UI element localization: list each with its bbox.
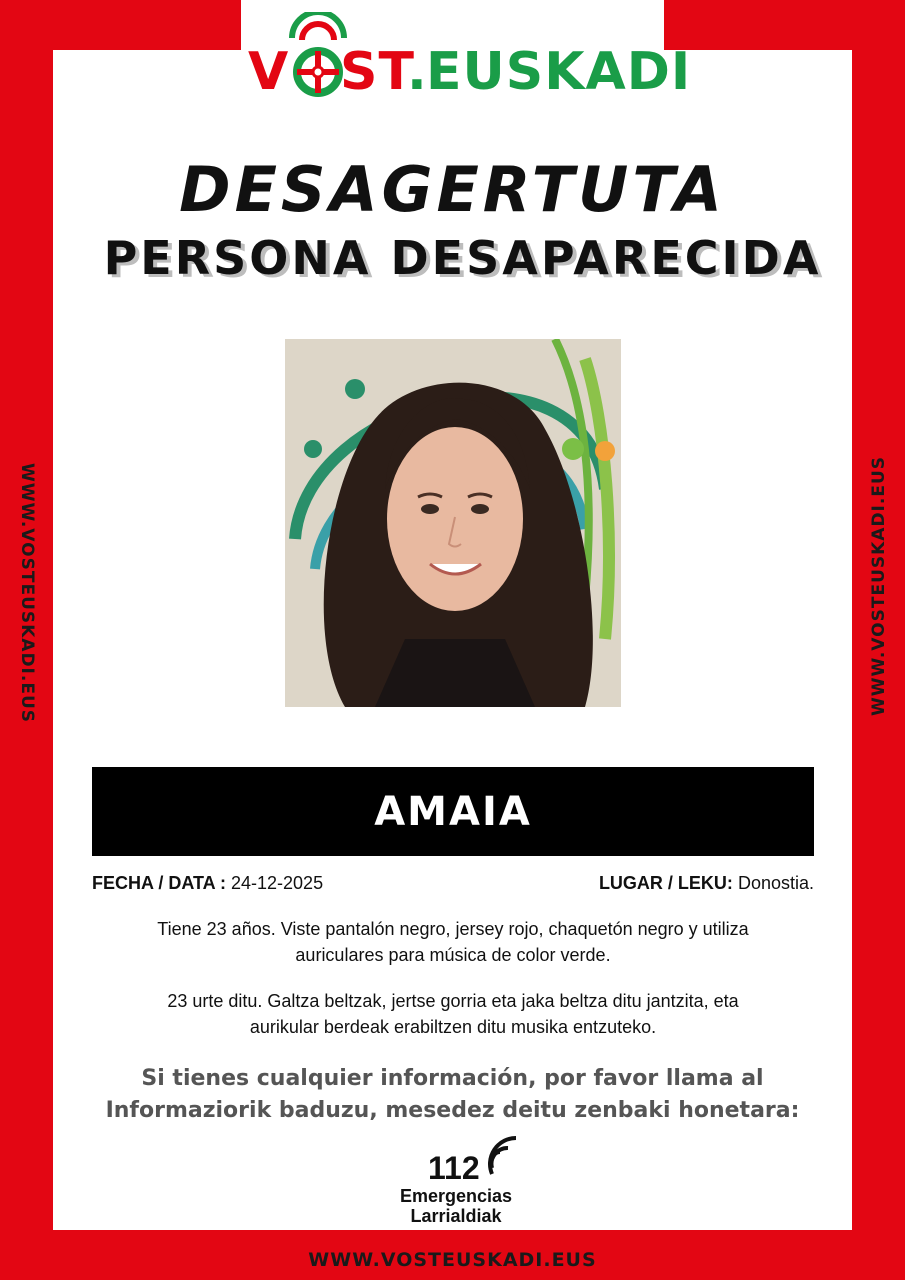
description-spanish-line1: Tiene 23 años. Viste pantalón negro, jersey rojo, chaquetón negro y utiliza <box>157 919 749 939</box>
side-url-right[interactable]: WWW.VOSTEUSKADI.EUS <box>869 455 889 717</box>
vost-euskadi-logo <box>248 12 692 102</box>
logo-st: ST <box>340 42 408 102</box>
place-info <box>599 871 814 895</box>
footer-url[interactable]: WWW.VOSTEUSKADI.EUS <box>308 1249 597 1271</box>
logo-letters-st <box>340 42 428 102</box>
contact-spanish: Si tienes cualquier información, por favor llama al <box>141 1066 764 1091</box>
person-photo <box>285 339 621 707</box>
description-basque <box>92 988 814 1040</box>
place-label: LUGAR / LEKU: <box>598 873 733 893</box>
description-spanish-line2: auriculares para música de color verde. <box>295 945 611 965</box>
description-spanish <box>92 916 814 968</box>
title-spanish: PERSONA DESAPARECIDA <box>103 231 822 285</box>
place-value: Donostia. <box>737 873 814 893</box>
signal-waves-icon <box>488 1130 524 1176</box>
name-bar <box>92 767 814 856</box>
photo-illustration <box>285 339 621 707</box>
contact-basque: Informaziorik baduzu, mesedez deitu zenbaki honetara: <box>105 1098 800 1123</box>
description-basque-line2: aurikular berdeak erabiltzen ditu musika entzuteko. <box>249 1017 657 1037</box>
emergency-number: 112 <box>428 1150 480 1186</box>
side-url-left[interactable]: WWW.VOSTEUSKADI.EUS <box>17 462 37 724</box>
person-name: AMAIA <box>374 789 532 835</box>
emergency-112-logo[interactable] <box>380 1130 530 1226</box>
title-basque: DESAGERTUTA <box>179 153 726 226</box>
date-value: 24-12-2025 <box>231 873 324 893</box>
description-basque-line1: 23 urte ditu. Galtza beltzak, jertse gorria eta jaka beltza ditu jantzita, eta <box>167 991 739 1011</box>
logo-euskadi: EUSKADI <box>426 42 692 102</box>
date-label: FECHA / DATA : <box>92 873 226 893</box>
logo-dot: . <box>407 42 428 102</box>
logo-letter-v: V <box>248 42 290 102</box>
date-info <box>92 871 323 895</box>
emergency-label-basque: Larrialdiak <box>410 1206 502 1226</box>
emergency-label-spanish: Emergencias <box>399 1186 513 1206</box>
